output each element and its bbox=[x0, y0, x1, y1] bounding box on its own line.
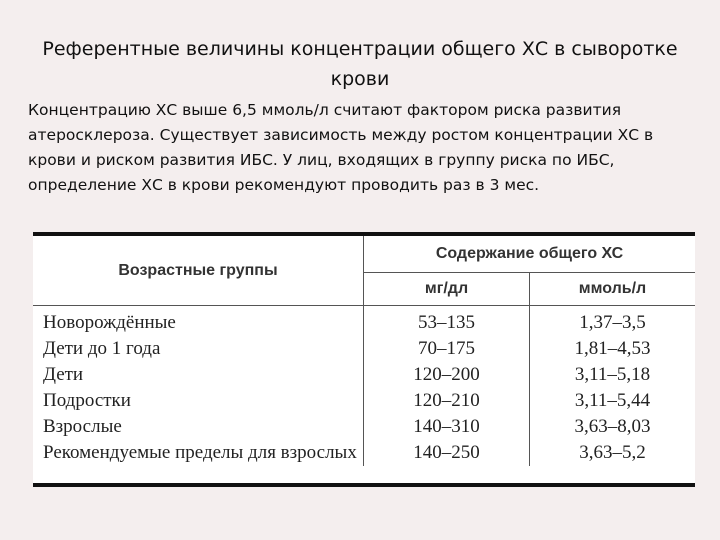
slide-title: Референтные величины концентрации общего ХС в сыворотке крови bbox=[42, 38, 678, 90]
mg-value-cell: 140–250 bbox=[364, 440, 530, 466]
table-row bbox=[33, 362, 695, 388]
mg-value-cell: 120–210 bbox=[364, 388, 530, 414]
mmol-value-cell: 3,11–5,44 bbox=[574, 390, 651, 411]
table-row bbox=[33, 336, 695, 362]
table-row bbox=[33, 440, 695, 466]
total-cholesterol-header: Содержание общего ХС bbox=[364, 236, 696, 273]
mmol-value-cell: 3,11–5,18 bbox=[574, 364, 651, 385]
mg-value-cell: 140–310 bbox=[364, 414, 530, 440]
table-row bbox=[33, 414, 695, 440]
unit-mmol-header: ммоль/л bbox=[530, 273, 696, 306]
mg-value-cell: 70–175 bbox=[364, 336, 530, 362]
age-group-cell: Взрослые bbox=[33, 414, 364, 440]
age-group-cell: Дети до 1 года bbox=[33, 336, 364, 362]
age-group-cell: Рекомендуемые пределы для взрослых bbox=[33, 440, 364, 466]
unit-mg-header: мг/дл bbox=[364, 273, 530, 306]
mmol-value-cell: 3,63–5,2 bbox=[579, 442, 646, 463]
age-group-cell: Подростки bbox=[33, 388, 364, 414]
table-row bbox=[33, 306, 695, 337]
age-group-cell: Новорождённые bbox=[33, 306, 364, 337]
mg-value-cell: 120–200 bbox=[364, 362, 530, 388]
cholesterol-reference-table bbox=[33, 232, 695, 487]
table-row bbox=[33, 388, 695, 414]
age-group-cell: Дети bbox=[33, 362, 364, 388]
age-groups-header: Возрастные группы bbox=[33, 236, 364, 306]
reference-table bbox=[33, 236, 695, 466]
mmol-value-cell: 1,37–3,5 bbox=[579, 312, 646, 333]
mg-value-cell: 53–135 bbox=[364, 306, 530, 337]
body-paragraph: Концентрацию ХС выше 6,5 ммоль/л считают фактором риска развития атеросклероза. Существует зависимость между ростом концентрации ХС в крови и риском развития ИБС. У лиц, входящих в группу риска по ИБС, определение ХС в крови рекомендуют проводить раз в 3 мес. bbox=[28, 101, 654, 194]
mmol-value-cell: 1,81–4,53 bbox=[574, 338, 651, 359]
mmol-value-cell: 3,63–8,03 bbox=[574, 416, 651, 437]
